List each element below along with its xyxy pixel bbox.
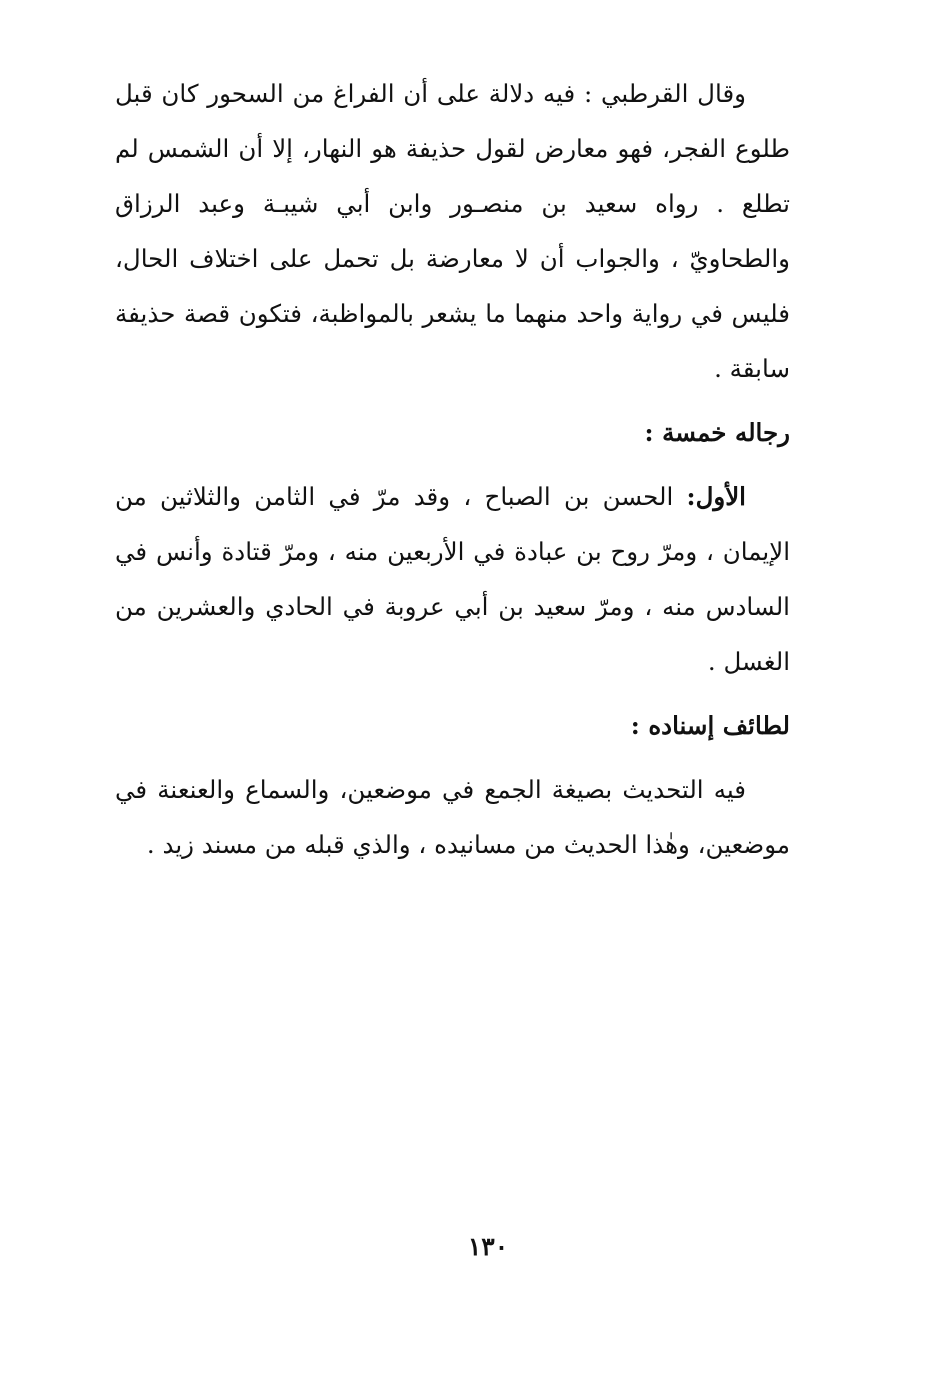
paragraph-first-narrator [115, 469, 790, 689]
paragraph-first-narrator-text: الحسن بن الصباح ، وقد مرّ في الثامن والثلاثين من الإيمان ، ومرّ روح بن عبادة في الأربعين منه ، ومرّ قتادة وأنس في السادس منه ، ومرّ سعيد بن أبي عروبة في الحادي والعشرين من الغسل . [115, 482, 790, 676]
paragraph-isnad-text: فيه التحديث بصيغة الجمع في موضعين، والسماع والعنعنة في موضعين، وهٰذا الحديث من مسانيده ، والذي قبله من مسند زيد . [115, 775, 790, 859]
heading-narrators: رجاله خمسة : [644, 418, 790, 447]
page-number [0, 1232, 936, 1261]
heading-isnad-subtleties: لطائف إسناده : [630, 711, 790, 740]
paragraph-lead-word: الأول: [686, 482, 746, 511]
paragraph-isnad [115, 762, 790, 872]
page-body [115, 66, 790, 872]
page-number-text: ١٣٠ [467, 1232, 509, 1261]
paragraph-qurtubi [115, 66, 790, 396]
paragraph-qurtubi-text: وقال القرطبي : فيه دلالة على أن الفراغ من السحور كان قبل طلوع الفجر، فهو معارض لقول حذيفة هو النهار، إلا أن الشمس لم تطلع . رواه سعيد بن منصـور وابن أبي شيبـة وعبد الرزاق والطحاويّ ، والجواب أن لا معارضة بل تحمل على اختلاف الحال، فليس في رواية واحد منهما ما يشعر بالمواظبة، فتكون قصة حذيفة سابقة . [115, 79, 790, 383]
